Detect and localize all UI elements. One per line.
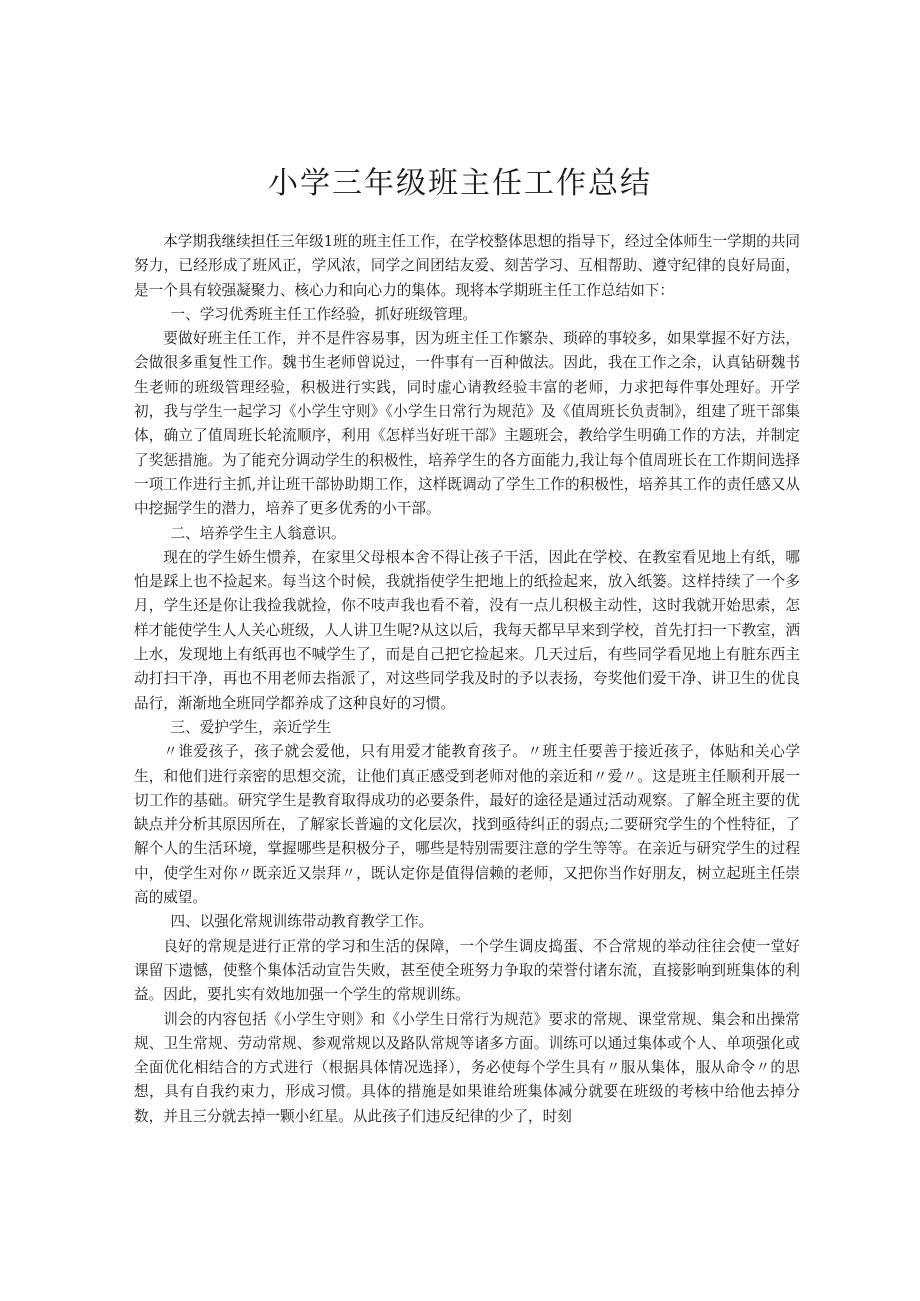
body-paragraph: 要做好班主任工作，并不是件容易事，因为班主任工作繁杂、琐碎的事较多，如果掌握不好方法，会做很多重复性工作。魏书生老师曾说过，一件事有一百种做法。因此，我在工作之余，认真钻研魏书生老师的班级管理经验，积极进行实践，同时虚心请教经验丰富的老师，力求把每件事处理好。开学初，我与学生一起学习《小学生守则》《小学生日常行为规范》及《值周班长负责制》，组建了班干部集体，确立了值周班长轮流顺序，利用《怎样当好班干部》主题班会，教给学生明确工作的方法，并制定了奖惩措施。为了能充分调动学生的积极性，培养学生的各方面能力,我让每个值周班长在工作期间选择一项工作进行主抓,并让班干部协助期工作，这样既调动了学生工作的积极性，培养其工作的责任感又从中挖掘学生的潜力，培养了更多优秀的小干部。 (134, 330, 800, 518)
body-paragraph: 训会的内容包括《小学生守则》和《小学生日常行为规范》要求的常规、课堂常规、集会和出操常规、卫生常规、劳动常规、参观常规以及路队常规等诸多方面。训练可以通过集体或个人、单项强化或全面优化相结合的方式进行（根据具体情况选择），务必使每个学生具有〃服从集体，服从命令〃的思想，具有自我约束力，形成习惯。具体的措施是如果谁给班集体减分就要在班级的考核中给他去掉分数，并且三分就去掉一颗小红星。从此孩子们违反纪律的少了，时刻 (134, 1010, 800, 1125)
document-body (134, 230, 800, 1129)
section-heading-1: 一、学习优秀班主任工作经验，抓好班级管理。 (170, 305, 477, 323)
body-paragraph: 良好的常规是进行正常的学习和生活的保障，一个学生调皮捣蛋、不合常规的举动往往会使一堂好课留下遗憾，使整个集体活动宣告失败，甚至使全班努力争取的荣誉付诸东流，直接影响到班集体的利益。因此，要扎实有效地加强一个学生的常规训练。 (134, 937, 800, 1004)
section-heading-3: 三、爱护学生，亲近学生 (170, 718, 332, 736)
body-paragraph: 〃谁爱孩子，孩子就会爱他，只有用爱才能教育孩子。〃班主任要善于接近孩子，体贴和关心学生，和他们进行亲密的思想交流，让他们真正感受到老师对他的亲近和〃爱〃。这是班主任顺利开展一切工作的基础。研究学生是教育取得成功的必要条件，最好的途径是通过活动观察。了解全班主要的优缺点并分析其原因所在，了解家长普遍的文化层次，找到亟待纠正的弱点;二要研究学生的个性特征，了解个人的生活环境，掌握哪些是积极分子，哪些是特别需要注意的学生等等。在亲近与研究学生的过程中，使学生对你〃既亲近又崇拜〃，既认定你是值得信赖的老师，又把你当作好朋友，树立起班主任崇高的威望。 (134, 743, 800, 907)
intro-paragraph: 本学期我继续担任三年级1班的班主任工作，在学校整体思想的指导下，经过全体师生一学期的共同努力，已经形成了班风正，学风浓，同学之间团结友爱、刻苦学习、互相帮助、遵守纪律的良好局面，是一个具有较强凝聚力、核心力和向心力的集体。现将本学期班主任工作总结如下： (134, 233, 801, 299)
document-title: 小学三年级班主任工作总结 (268, 166, 652, 201)
section-heading-2: 二、培养学生主人翁意识。 (170, 524, 346, 542)
body-paragraph: 现在的学生娇生惯养，在家里父母根本舍不得让孩子干活，因此在学校、在教室看见地上有纸，哪怕是踩上也不捡起来。每当这个时候，我就指使学生把地上的纸捡起来，放入纸篓。这样持续了一个多月，学生还是你让我捡我就捡，你不吱声我也看不着，没有一点儿积极主动性，这时我就开始思索，怎样才能使学生人人关心班级，人人讲卫生呢?从这以后，我每天都早早来到学校，首先打扫一下教室，洒上水，发现地上有纸再也不喊学生了，而是自己把它捡起来。几天过后，有些同学看见地上有脏东西主动打扫干净，再也不用老师去指派了，对这些同学我及时的予以表扬，夸奖他们爱干净、讲卫生的优良品行，渐渐地全班同学都养成了这种良好的习惯。 (134, 548, 800, 712)
section-heading-4: 四、以强化常规训练带动教育教学工作。 (170, 913, 434, 931)
